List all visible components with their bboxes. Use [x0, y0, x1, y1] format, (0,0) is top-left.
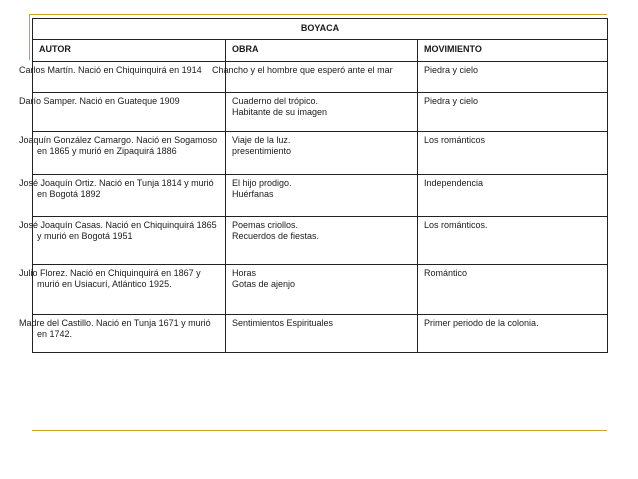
obra-cell	[226, 315, 418, 353]
movimiento-cell: Los románticos.	[418, 217, 608, 265]
obra-line: Horas	[232, 268, 257, 278]
movimiento-cell: Piedra y cielo	[418, 62, 608, 93]
obra-line: Recuerdos de fiestas.	[232, 231, 320, 241]
autor-cell: José Joaquín Ortiz. Nació en Tunja 1814 y murió en Bogotá 1892	[33, 175, 226, 217]
autor-cell: Madre del Castillo. Nació en Tunja 1671 y murió en 1742.	[33, 315, 226, 353]
obra-cell	[226, 217, 418, 265]
obra-line: Cuaderno del trópico.	[232, 96, 319, 106]
autor-cell: Darío Samper. Nació en Guateque 1909	[33, 93, 226, 132]
bottom-decorative-rule	[32, 430, 607, 431]
obra-line: Habitante de su imagen	[232, 107, 328, 117]
table-row	[33, 175, 608, 217]
movimiento-cell: Primer periodo de la colonia.	[418, 315, 608, 353]
obra-line: Sentimientos Espirituales	[232, 318, 334, 328]
obra-cell	[226, 265, 418, 315]
column-header-movimiento: MOVIMIENTO	[418, 40, 608, 62]
obra-line: Huérfanas	[232, 189, 274, 199]
movimiento-cell: Romántico	[418, 265, 608, 315]
table-row	[33, 217, 608, 265]
table-title: BOYACA	[33, 19, 608, 40]
table-row	[33, 265, 608, 315]
obra-line: Poemas criollos.	[232, 220, 299, 230]
autor-cell: Carlos Martín. Nació en Chiquinquirá en 1914	[33, 62, 226, 93]
obra-cell	[226, 132, 418, 175]
autor-cell: José Joaquín Casas. Nació en Chiquinquirá 1865 y murió en Bogotá 1951	[33, 217, 226, 265]
movimiento-cell: Piedra y cielo	[418, 93, 608, 132]
obra-line: presentimiento	[232, 146, 292, 156]
column-header-obra: OBRA	[226, 40, 418, 62]
boyaca-authors-table	[19, 18, 608, 353]
table-row	[33, 93, 608, 132]
table-row	[33, 62, 608, 93]
table-title-row	[33, 19, 608, 40]
left-decorative-rule	[29, 14, 30, 60]
top-decorative-rule	[29, 14, 607, 15]
obra-line: Gotas de ajenjo	[232, 279, 296, 289]
obra-cell	[226, 175, 418, 217]
autor-cell: Joaquín González Camargo. Nació en Sogamoso en 1865 y murió en Zipaquirá 1886	[33, 132, 226, 175]
table-header-row	[33, 40, 608, 62]
movimiento-cell: Independencia	[418, 175, 608, 217]
table-row	[33, 132, 608, 175]
table-row	[33, 315, 608, 353]
obra-cell	[226, 93, 418, 132]
column-header-autor: AUTOR	[33, 40, 226, 62]
obra-line: Chancho y el hombre que esperó ante el mar	[212, 65, 393, 75]
obra-line: El hijo prodigo.	[232, 178, 292, 188]
autor-cell: Julio Florez. Nació en Chiquinquirá en 1867 y murió en Usiacurí, Atlántico 1925.	[33, 265, 226, 315]
obra-cell	[212, 62, 418, 93]
movimiento-cell: Los románticos	[418, 132, 608, 175]
obra-line: Viaje de la luz.	[232, 135, 291, 145]
